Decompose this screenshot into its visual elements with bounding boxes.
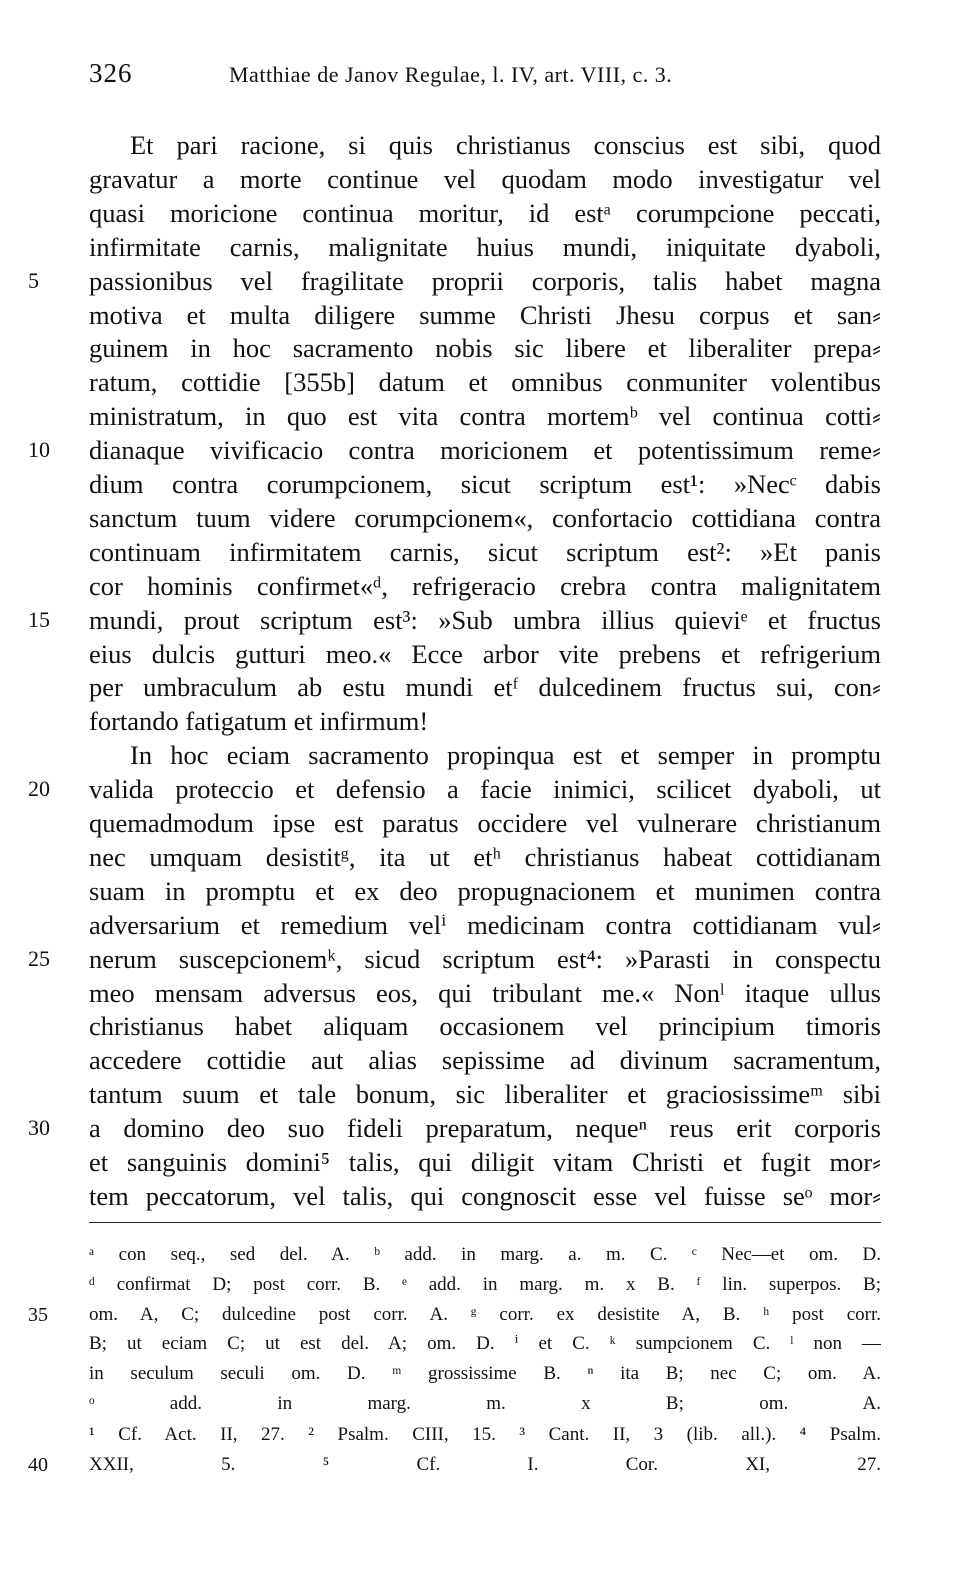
- page-number: 326: [89, 58, 133, 88]
- line-number: 20: [28, 776, 50, 802]
- body-text-line: per umbraculum ab estu mundi etᶠ dulcedinem fructus sui, con⸗: [89, 672, 881, 703]
- apparatus-line: in seculum seculi om. D. ᵐ grossissime B. ⁿ ita B; nec C; om. A.: [89, 1363, 881, 1385]
- body-text-line: mundi, prout scriptum est³: »Sub umbra illius quieviᵉ et fructus: [89, 604, 881, 635]
- body-text-line: Et pari racione, si quis christianus conscius est sibi, quod: [130, 130, 881, 160]
- apparatus-line: ᵃ con seq., sed del. A. ᵇ add. in marg. a. m. C. ᶜ Nec—et om. D.: [89, 1244, 881, 1265]
- body-text-line: guinem in hoc sacramento nobis sic libere et liberaliter prepa⸗: [89, 333, 881, 364]
- line-number: 25: [28, 945, 50, 971]
- body-text-line: tem peccatorum, vel talis, qui congnoscit esse vel fuisse seᵒ mor⸗: [89, 1180, 881, 1211]
- line-number: 15: [28, 606, 50, 632]
- body-text-line: fortando fatigatum et infirmum!: [89, 706, 429, 737]
- line-number: 10: [28, 437, 50, 463]
- body-text-line: et sanguinis domini⁵ talis, qui diligit vitam Christi et fugit mor⸗: [89, 1147, 881, 1177]
- body-text-line: accedere cottidie aut alias sepissime ad divinum sacramentum,: [89, 1045, 881, 1076]
- body-text-line: valida proteccio et defensio a facie inimici, scilicet dyaboli, ut: [89, 774, 881, 805]
- body-text-line: continuam infirmitatem carnis, sicut scriptum est²: »Et panis: [89, 536, 881, 567]
- body-text-line: quasi moricione continua moritur, id estᵃ corumpcione peccati,: [89, 197, 881, 228]
- body-text-line: cor hominis confirmet«ᵈ, refrigeracio crebra contra malignitatem: [89, 570, 881, 601]
- body-text-line: nec umquam desistitᵍ, ita ut etʰ christianus habeat cottidianam: [89, 841, 881, 872]
- body-text-line: tantum suum et tale bonum, sic liberaliter et graciosissimeᵐ sibi: [89, 1079, 881, 1110]
- body-text-line: christianus habet aliquam occasionem vel principium timoris: [89, 1011, 881, 1042]
- footnote-separator: [89, 1222, 881, 1223]
- apparatus-line: om. A, C; dulcedine post corr. A. ᵍ corr. ex desistite A, B. ʰ post corr.: [89, 1303, 881, 1325]
- apparatus-line: B; ut eciam C; ut est del. A; om. D. ⁱ et C. ᵏ sumpcionem C. ˡ non —: [89, 1333, 881, 1355]
- line-number: 35: [28, 1303, 48, 1326]
- body-text-line: ratum, cottidie [355b] datum et omnibus conmuniter volentibus: [89, 367, 881, 398]
- source-line: XXII, 5. ⁵ Cf. I. Cor. XI, 27.: [89, 1454, 881, 1475]
- body-text-line: dium contra corumpcionem, sicut scriptum est¹: »Necᶜ dabis: [89, 469, 881, 499]
- body-text-line: ministratum, in quo est vita contra mortemᵇ vel continua cotti⸗: [89, 401, 881, 432]
- line-number: 30: [28, 1115, 50, 1141]
- line-number: 40: [28, 1454, 48, 1476]
- body-text-line: passionibus vel fragilitate proprii corporis, talis habet magna: [89, 265, 881, 296]
- source-line: ¹ Cf. Act. II, 27. ² Psalm. CIII, 15. ³ Cant. II, 3 (lib. all.). ⁴ Psalm.: [89, 1424, 881, 1445]
- body-text-line: motiva et multa diligere summe Christi Jhesu corpus et san⸗: [89, 299, 881, 330]
- body-text-line: gravatur a morte continue vel quodam modo investigatur vel: [89, 163, 881, 194]
- body-text-line: quemadmodum ipse est paratus occidere vel vulnerare christianum: [89, 808, 881, 838]
- line-number: 5: [28, 267, 39, 293]
- body-text-line: meo mensam adversus eos, qui tribulant me.« Nonˡ itaque ullus: [89, 977, 881, 1008]
- body-text-line: a domino deo suo fideli preparatum, nequeⁿ reus erit corporis: [89, 1113, 881, 1144]
- running-head: Matthiae de Janov Regulae, l. IV, art. VIII, c. 3.: [229, 62, 673, 87]
- body-text-line: suam in promptu et ex deo propugnacionem et munimen contra: [89, 875, 881, 906]
- apparatus-line: ᵒ add. in marg. m. x B; om. A.: [89, 1393, 881, 1414]
- body-text-line: sanctum tuum videre corumpcionem«, confortacio cottidiana contra: [89, 502, 881, 533]
- body-text-line: eius dulcis gutturi meo.« Ecce arbor vite prebens et refrigerium: [89, 638, 881, 669]
- apparatus-line: ᵈ confirmat D; post corr. B. ᵉ add. in marg. m. x B. ᶠ lin. superpos. B;: [89, 1273, 881, 1295]
- body-text-line: In hoc eciam sacramento propinqua est et semper in promptu: [130, 740, 881, 771]
- body-text-line: nerum suscepcionemᵏ, sicud scriptum est⁴: »Parasti in conspectu: [89, 943, 881, 974]
- body-text-line: adversarium et remedium velⁱ medicinam contra cottidianam vul⸗: [89, 909, 881, 940]
- page-header: [89, 58, 881, 98]
- body-text-line: dianaque vivificacio contra moricionem et potentissimum reme⸗: [89, 435, 881, 466]
- body-text-line: infirmitate carnis, malignitate huius mundi, iniquitate dyaboli,: [89, 231, 881, 262]
